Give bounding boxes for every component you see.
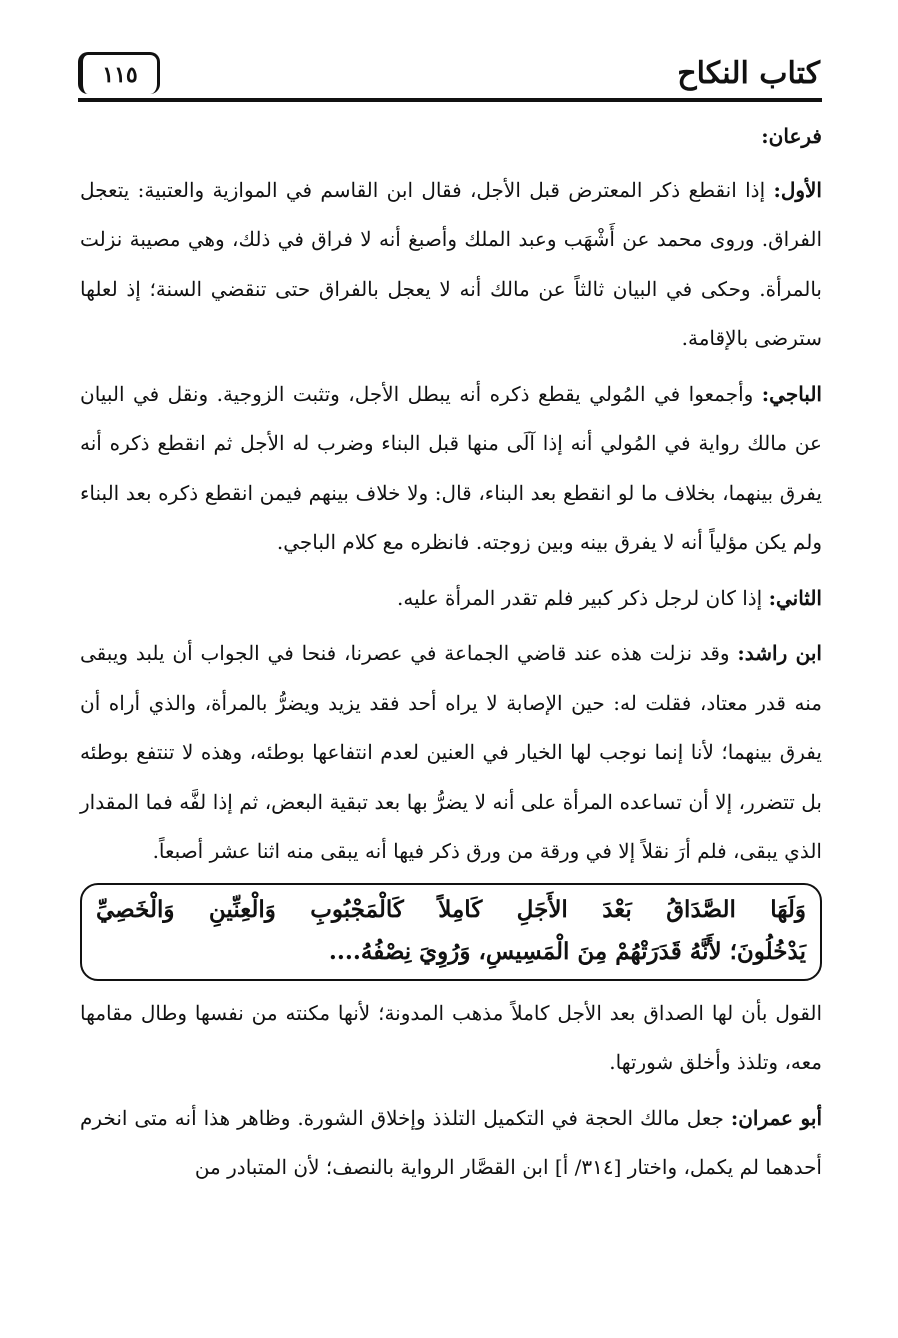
page-body: [80, 112, 822, 1199]
paragraph-text: جعل مالك الحجة في التكميل التلذذ وإخلاق الشورة. وظاهر هذا أنه متى انخرم أحدهما لم يكمل، واختار [٣١٤/ أ] ابن القصَّار الرواية بالنصف؛ لأن المتبادر من: [80, 1105, 822, 1179]
page-header: [78, 52, 822, 102]
page-number-box: [78, 52, 160, 94]
paragraph-first-branch: [80, 166, 822, 364]
paragraph-text: وقد نزلت هذه عند قاضي الجماعة في عصرنا، فنحا في الجواب أن يلبد ويبقى منه قدر معتاد، فقلت له: حين الإصابة لا يراه أحد فقد يزيد ويضرُّ بالمرأة، والذي أراه أن يفرق بينهما؛ لأنا إنما نوجب لها الخيار في العنين لعدم انتفاعها بوطئه، وهذه لا تنتفع بوطئه بل تتضرر، إلا أن تساعده المرأة على أنه لا يضرُّ بها بعد تبقية البعض، ثم إذا لفَّه فما المقدار الذي يبقى، فلم أرَ نقلاً إلا في ورقة من ورق ذكر فيها أنه يبقى منه اثنا عشر أصبعاً.: [80, 641, 822, 863]
paragraph-text: وأجمعوا في المُولي يقطع ذكره أنه يبطل الأجل، وتثبت الزوجية. ونقل في البيان عن مالك رواية في المُولي أنه إذا آلَى منها قبل البناء وضرب له الأجل ثم انقطع ذكره أنه يفرق بينهما، بخلاف ما لو انقطع بعد البناء، قال: ولا خلاف بينهم فيمن انقطع ذكره بعد البناء ولم يكن مؤلياً أنه لا يفرق بينه وبين زوجته. فانظره مع كلام الباجي.: [80, 381, 822, 554]
page-number: ١١٥: [102, 61, 138, 88]
section-heading: فرعان:: [761, 124, 822, 148]
header-rule: [78, 98, 822, 102]
paragraph-baji: [80, 370, 822, 568]
paragraph-text: إذا كان لرجل ذكر كبير فلم تقدر المرأة عليه.: [397, 585, 769, 610]
matn-quote-box: [80, 883, 822, 981]
matn-line-1: وَلَهَا الصَّدَاقُ بَعْدَ الأَجَلِ كَامِلاً كَالْمَجْبُوبِ وَالْعِنِّينِ وَالْخَصِيِّ: [96, 895, 806, 923]
commentary-paragraph: [80, 989, 822, 1088]
running-title: كتاب النكاح: [677, 56, 820, 91]
paragraph-lead: الثاني:: [768, 585, 822, 610]
paragraph-text: القول بأن لها الصداق بعد الأجل كاملاً مذهب المدونة؛ لأنها مكنته من نفسها وطال مقامها معه، وتلذذ وأخلق شورتها.: [80, 1000, 822, 1074]
paragraph-text: إذا انقطع ذكر المعترض قبل الأجل، فقال ابن القاسم في الموازية والعتبية: يتعجل الفراق. وروى محمد عن أَشْهَب وعبد الملك وأصبغ أنه لا فراق في ذلك، وهي مصيبة نزلت بالمرأة. وحكى في البيان ثالثاً عن مالك أنه لا يعجل بالفراق حتى تنقضي السنة؛ إذ لعلها سترضى بالإقامة.: [80, 177, 822, 350]
paragraph-lead: أبو عمران:: [730, 1105, 822, 1130]
paragraph-lead: ابن راشد:: [737, 641, 822, 665]
paragraph-lead: الأول:: [773, 177, 822, 202]
matn-line-2: يَدْخُلُونَ؛ لأَنَّهُ قَدَرَتْهُمْ مِنَ الْمَسِيسِ، وَرُوِيَ نِصْفُهُ....: [328, 937, 806, 965]
paragraph-second-branch: [80, 574, 822, 624]
paragraph-lead: الباجي:: [761, 381, 822, 406]
commentary-abu-imran: [80, 1094, 822, 1193]
paragraph-ibn-rashid: [80, 629, 822, 877]
